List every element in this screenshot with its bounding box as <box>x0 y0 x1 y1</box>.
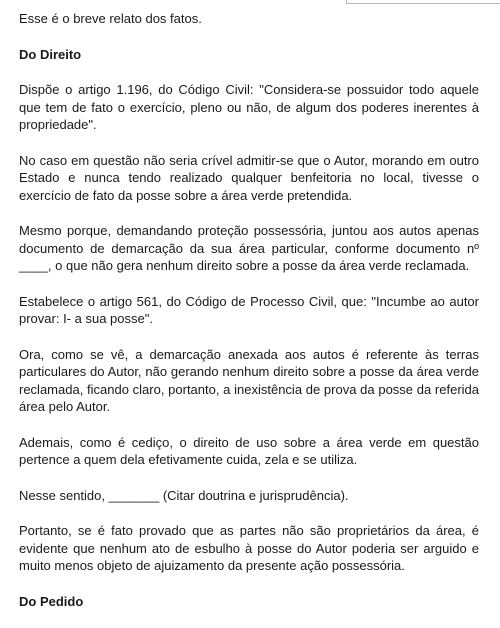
paragraph-artigo-561: Estabelece o artigo 561, do Código de Processo Civil, que: "Incumbe ao autor provar: I- a sua posse". <box>19 293 479 326</box>
paragraph-nesse-sentido: Nesse sentido, _______ (Citar doutrina e jurisprudência). <box>19 487 349 503</box>
page-border-fragment <box>346 0 500 4</box>
section-heading-direito: Do Direito <box>19 46 82 62</box>
paragraph-portanto: Portanto, se é fato provado que as partes não são proprietários da área, é evidente que nenhum ato de esbulho à posse do Autor poderia ser arguido e muito menos objeto de ajuizamento da presente ação possessória. <box>19 523 479 573</box>
paragraph-demarcacao: Ora, como se vê, a demarcação anexada aos autos é referente às terras particulares do Autor, não gerando nenhum direito sobre a posse da área verde reclamada, ficando claro, portanto, a inexistência de prova da posse da referida área pelo Autor. <box>19 346 479 414</box>
paragraph-ademais: Ademais, como é cediço, o direito de uso sobre a área verde em questão pertence a quem dela efetivamente cuida, zela e se utiliza. <box>19 434 479 467</box>
section-heading-pedido: Do Pedido <box>19 593 84 609</box>
intro-paragraph: Esse é o breve relato dos fatos. <box>19 11 202 26</box>
document-body <box>19 10 479 628</box>
paragraph-mesmo-porque: Mesmo porque, demandando proteção possessória, juntou aos autos apenas documento de demarcação da sua área particular, conforme documento nº ____, o que não gera nenhum direito sobre a posse da área verde reclamada. <box>19 223 479 273</box>
paragraph-artigo-1196: Dispõe o artigo 1.196, do Código Civil: "Considera-se possuidor todo aquele que tem de fato o exercício, pleno ou não, de algum dos poderes inerentes à propriedade". <box>19 82 479 132</box>
paragraph-caso-em-questao: No caso em questão não seria crível admitir-se que o Autor, morando em outro Estado e nunca tendo realizado qualquer benfeitoria no local, tivesse o exercício de fato da posse sobre a área verde pretendida. <box>19 152 479 203</box>
